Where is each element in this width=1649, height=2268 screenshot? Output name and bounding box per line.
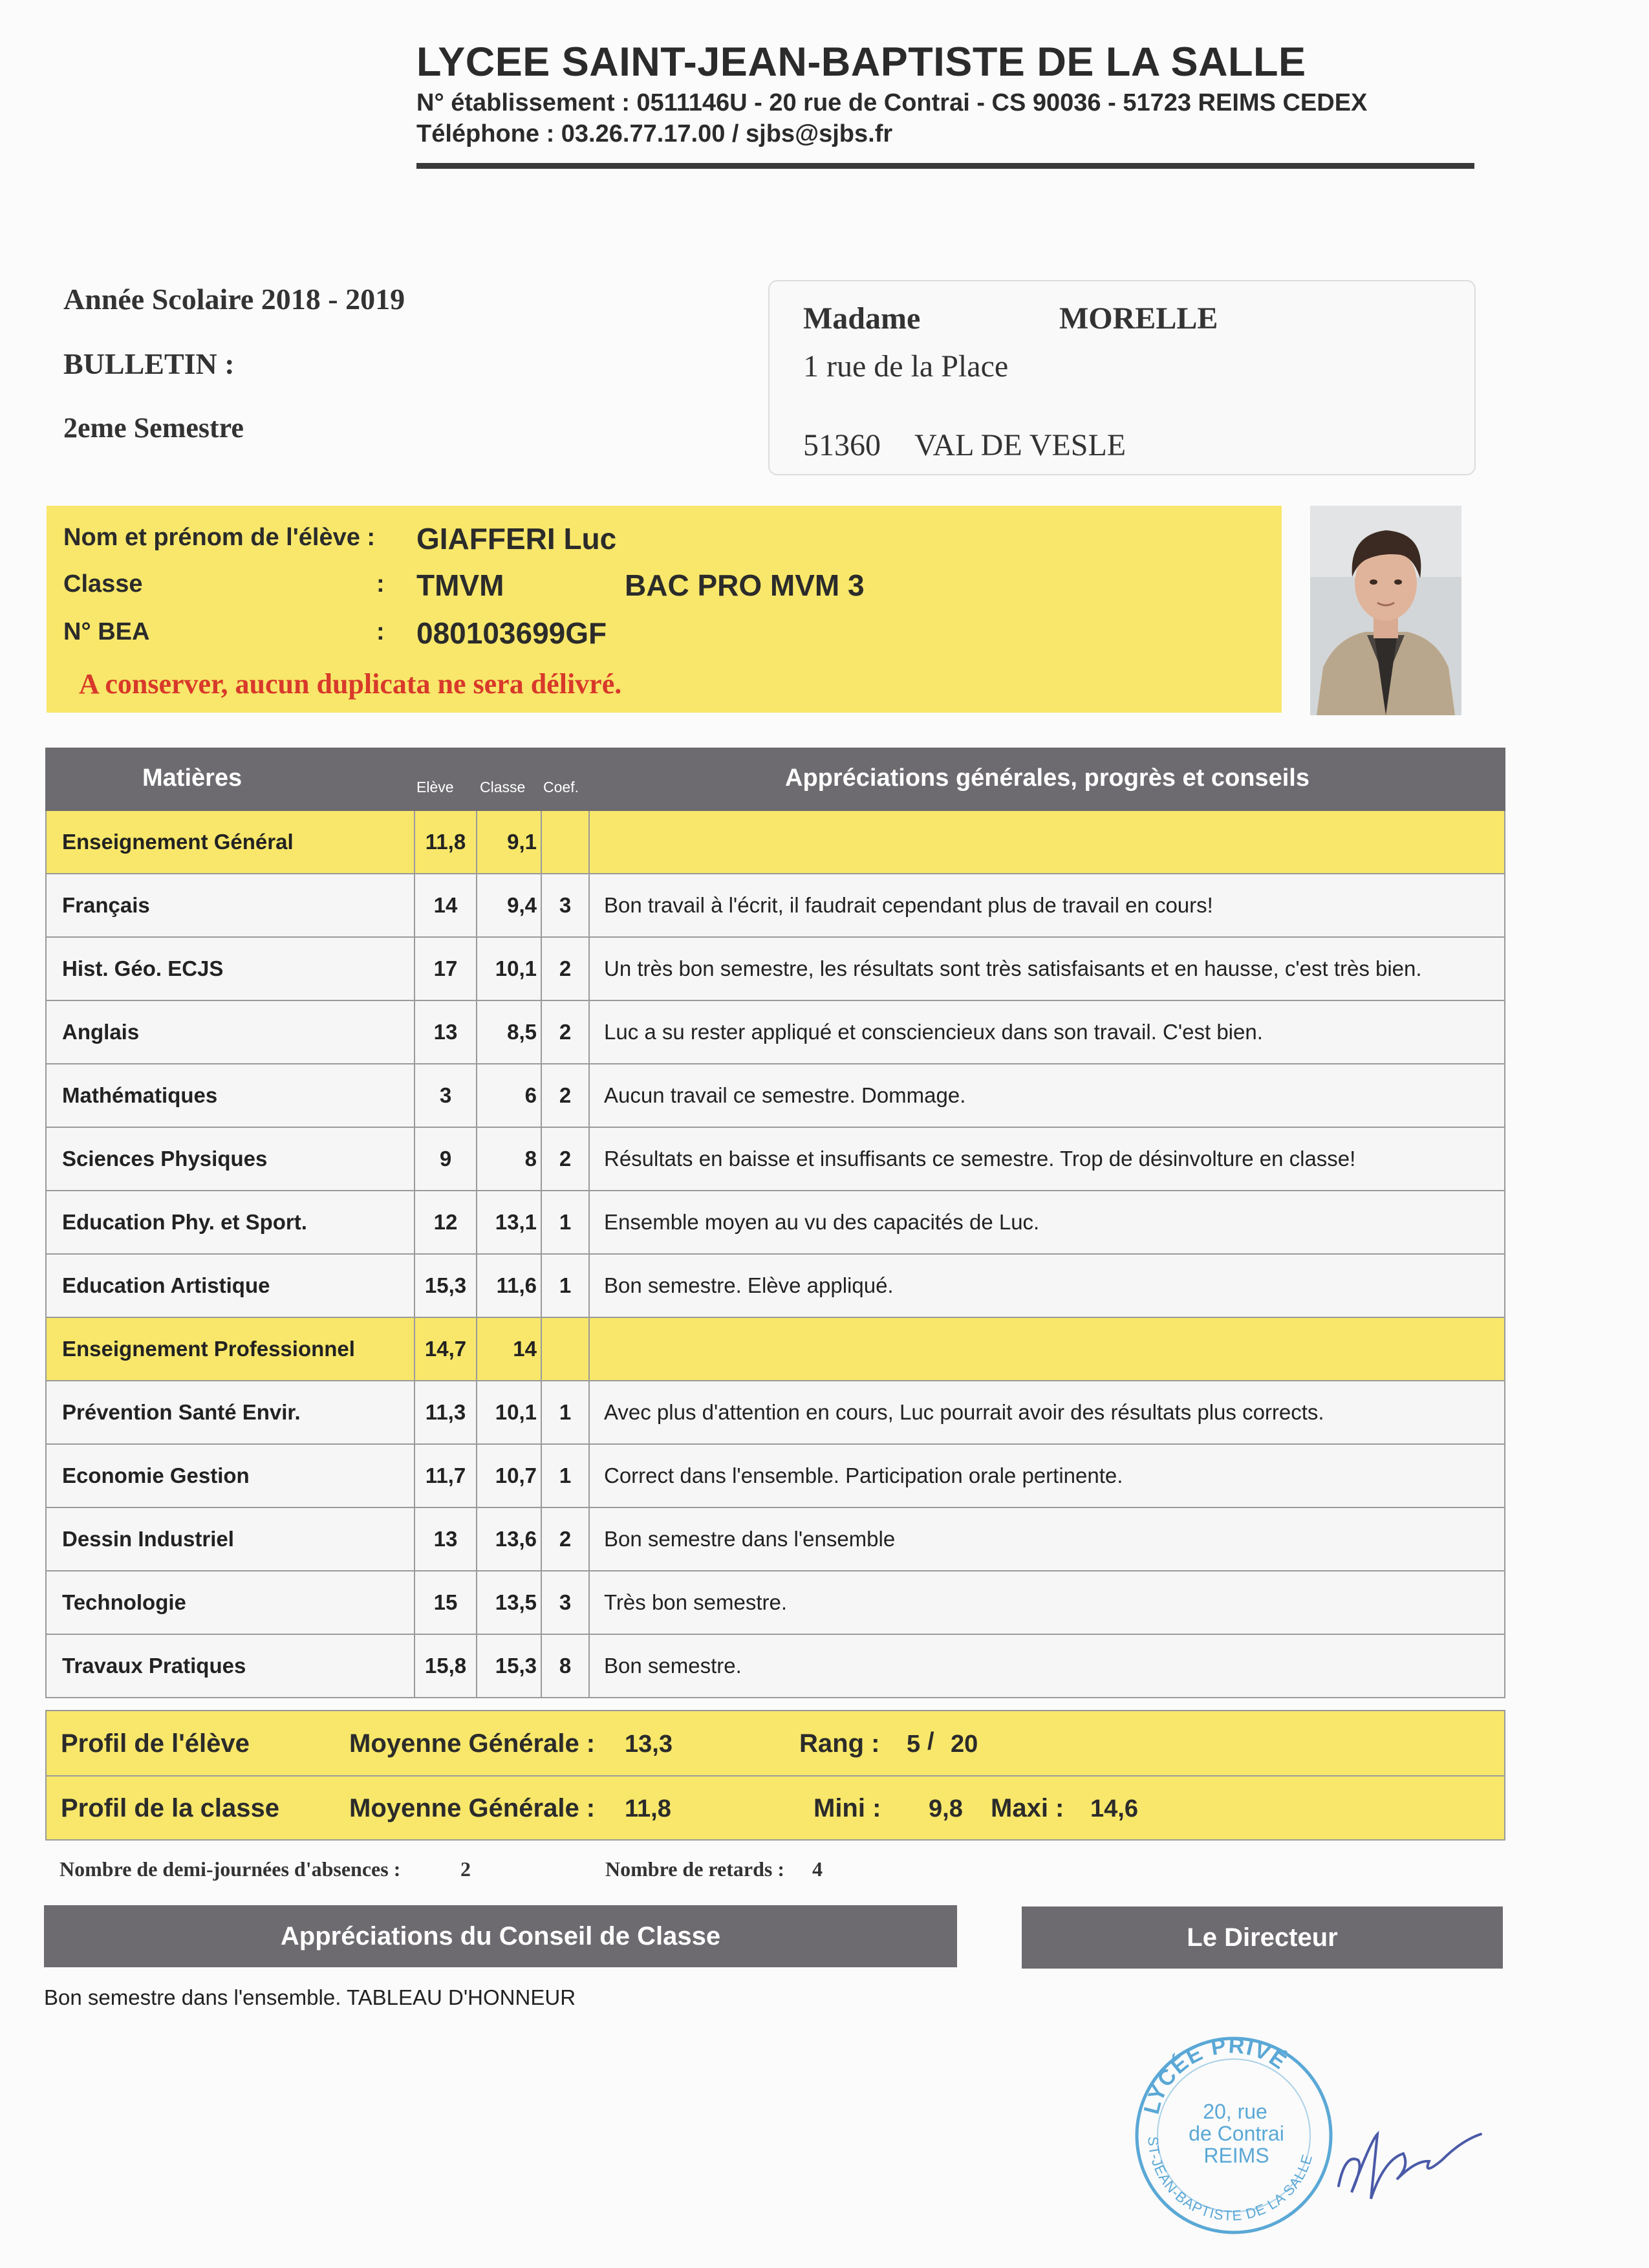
bulletin-label: BULLETIN : (63, 347, 235, 380)
class-grade-cell: 8 (477, 1128, 542, 1190)
subject-cell: Sciences Physiques (47, 1128, 415, 1190)
coefficient-cell: 2 (542, 1064, 590, 1127)
class-colon: : (376, 570, 385, 598)
class-grade-cell: 13,6 (477, 1508, 542, 1570)
class-grade-cell: 10,1 (477, 1381, 542, 1443)
student-grade-cell: 17 (415, 938, 477, 1000)
student-grade-cell: 15,8 (415, 1635, 477, 1697)
appreciation-cell: Bon semestre. (604, 1654, 742, 1678)
recipient-surname: MORELLE (1059, 301, 1218, 336)
student-grade-cell: 12 (415, 1191, 477, 1253)
table-row (45, 1508, 1505, 1571)
student-name: GIAFFERI Luc (416, 522, 617, 556)
subject-cell: Travaux Pratiques (47, 1635, 415, 1697)
school-address: N° établissement : 0511146U - 20 rue de Contrai - CS 90036 - 51723 REIMS CEDEX (416, 89, 1368, 116)
appreciation-cell: Ensemble moyen au vu des capacités de Luc. (604, 1210, 1040, 1234)
stamp-arc-bottom: ST-JEAN-BAPTISTE DE LA SALLE (1145, 2135, 1316, 2224)
school-year: Année Scolaire 2018 - 2019 (63, 283, 405, 316)
absences-value: 2 (460, 1857, 471, 1881)
subject-cell: Français (47, 874, 415, 936)
table-row (45, 1128, 1505, 1191)
recipient-city: VAL DE VESLE (914, 428, 1126, 462)
appreciation-cell: Avec plus d'attention en cours, Luc pourrait avoir des résultats plus corrects. (604, 1400, 1324, 1424)
student-grade-cell: 13 (415, 1508, 477, 1570)
appreciation-cell: Un très bon semestre, les résultats sont très satisfaisants et en hausse, c'est très bien. (604, 956, 1422, 980)
bea-label: N° BEA (63, 618, 150, 645)
table-row (45, 874, 1505, 938)
table-row (45, 938, 1505, 1001)
appreciation-cell: Très bon semestre. (604, 1590, 788, 1614)
coefficient-cell (542, 1318, 590, 1380)
table-row (45, 1191, 1505, 1255)
rank-separator: / (927, 1728, 934, 1755)
coefficient-cell: 3 (542, 1571, 590, 1634)
student-grade-cell: 3 (415, 1064, 477, 1127)
recipient-address-box (768, 280, 1476, 475)
bea-number: 080103699GF (416, 616, 607, 650)
subject-cell: Prévention Santé Envir. (47, 1381, 415, 1443)
class-grade-cell: 9,1 (477, 811, 542, 873)
appreciation-cell (590, 811, 1504, 873)
student-grade-cell: 11,7 (415, 1445, 477, 1507)
class-avg-label: Moyenne Générale : (349, 1794, 596, 1822)
student-info-box (47, 506, 1282, 713)
student-grade-cell: 14,7 (415, 1318, 477, 1380)
class-grade-cell: 13,1 (477, 1191, 542, 1253)
header-divider (416, 163, 1474, 169)
rank-value: 5 (907, 1731, 921, 1758)
class-grade-cell: 15,3 (477, 1635, 542, 1697)
section-row (45, 811, 1505, 874)
subject-cell: Economie Gestion (47, 1445, 415, 1507)
header-appreciation: Appréciations générales, progrès et conseils (785, 764, 1310, 792)
semester: 2eme Semestre (63, 412, 244, 444)
coefficient-cell (542, 811, 590, 873)
school-stamp (1119, 2024, 1352, 2244)
bea-colon: : (376, 618, 385, 645)
student-photo (1310, 506, 1461, 715)
coefficient-cell: 3 (542, 874, 590, 936)
recipient-street: 1 rue de la Place (803, 349, 1009, 383)
school-name: LYCEE SAINT-JEAN-BAPTISTE DE LA SALLE (416, 39, 1306, 85)
appreciation-cell: Bon semestre. Elève appliqué. (604, 1273, 894, 1297)
subject-cell: Education Phy. et Sport. (47, 1191, 415, 1253)
table-row (45, 1381, 1505, 1445)
subject-cell: Enseignement Général (47, 811, 415, 873)
header-coef: Coef. (543, 779, 579, 795)
late-value: 4 (812, 1857, 823, 1881)
student-avg-label: Moyenne Générale : (349, 1729, 596, 1758)
class-code: TMVM (416, 568, 504, 602)
late-label: Nombre de retards : (605, 1857, 784, 1881)
profile-summary (45, 1710, 1505, 1841)
class-avg: 11,8 (625, 1795, 671, 1822)
table-row (45, 1445, 1505, 1508)
absences-label: Nombre de demi-journées d'absences : (59, 1857, 401, 1881)
rank-total: 20 (951, 1731, 978, 1758)
duplicate-warning: A conserver, aucun duplicata ne sera délivré. (79, 668, 622, 700)
council-appreciation: Bon semestre dans l'ensemble. TABLEAU D'HONNEUR (44, 1985, 576, 2009)
table-body (45, 811, 1505, 1698)
appreciation-cell: Correct dans l'ensemble. Participation orale pertinente. (604, 1463, 1123, 1487)
table-row (45, 1255, 1505, 1318)
coefficient-cell: 1 (542, 1445, 590, 1507)
class-grade-cell: 13,5 (477, 1571, 542, 1634)
subject-cell: Technologie (47, 1571, 415, 1634)
appreciation-cell: Bon semestre dans l'ensemble (604, 1527, 896, 1551)
student-profile-label: Profil de l'élève (61, 1729, 250, 1758)
header-eleve: Elève (416, 779, 454, 795)
stamp-line1: 20, rue (1203, 2100, 1267, 2123)
recipient-title: Madame (803, 301, 921, 336)
class-grade-cell: 10,1 (477, 938, 542, 1000)
student-avg: 13,3 (625, 1731, 673, 1758)
appreciation-cell (590, 1318, 1504, 1380)
student-grade-cell: 13 (415, 1001, 477, 1063)
max-label: Maxi : (991, 1794, 1064, 1822)
appreciation-cell: Résultats en baisse et insuffisants ce semestre. Trop de désinvolture en classe! (604, 1147, 1356, 1171)
coefficient-cell: 2 (542, 938, 590, 1000)
table-row (45, 1001, 1505, 1064)
stamp-line2: de Contrai (1189, 2122, 1284, 2145)
director-header: Le Directeur (1022, 1906, 1503, 1969)
class-grade-cell: 6 (477, 1064, 542, 1127)
header-classe: Classe (480, 779, 526, 795)
subject-cell: Anglais (47, 1001, 415, 1063)
council-header: Appréciations du Conseil de Classe (44, 1905, 957, 1967)
class-grade-cell: 11,6 (477, 1255, 542, 1317)
class-grade-cell: 10,7 (477, 1445, 542, 1507)
class-grade-cell: 8,5 (477, 1001, 542, 1063)
appreciation-cell: Aucun travail ce semestre. Dommage. (604, 1083, 966, 1107)
coefficient-cell: 1 (542, 1191, 590, 1253)
header-subject: Matières (142, 764, 242, 792)
subject-cell: Dessin Industriel (47, 1508, 415, 1570)
recipient-postcode: 51360 (803, 428, 881, 462)
class-profile-label: Profil de la classe (61, 1794, 279, 1822)
rank-label: Rang : (799, 1729, 880, 1758)
min-label: Mini : (814, 1794, 881, 1822)
table-header (45, 748, 1505, 811)
student-grade-cell: 14 (415, 874, 477, 936)
coefficient-cell: 2 (542, 1128, 590, 1190)
class-label: Classe (63, 570, 143, 598)
student-grade-cell: 15,3 (415, 1255, 477, 1317)
coefficient-cell: 2 (542, 1001, 590, 1063)
subject-cell: Enseignement Professionnel (47, 1318, 415, 1380)
student-grade-cell: 11,3 (415, 1381, 477, 1443)
table-row (45, 1064, 1505, 1128)
subject-cell: Mathématiques (47, 1064, 415, 1127)
director-signature (1332, 2115, 1487, 2212)
class-grade-cell: 9,4 (477, 874, 542, 936)
profile-divider (47, 1775, 1504, 1777)
school-contact: Téléphone : 03.26.77.17.00 / sjbs@sjbs.fr (416, 120, 893, 147)
student-grade-cell: 11,8 (415, 811, 477, 873)
coefficient-cell: 8 (542, 1635, 590, 1697)
max-value: 14,6 (1090, 1795, 1138, 1822)
student-grade-cell: 9 (415, 1128, 477, 1190)
class-grade-cell: 14 (477, 1318, 542, 1380)
section-row (45, 1318, 1505, 1381)
stamp-arc-top: LYCÉE PRIVÉ (1139, 2033, 1292, 2117)
table-row (45, 1571, 1505, 1635)
subject-cell: Education Artistique (47, 1255, 415, 1317)
stamp-line3: REIMS (1203, 2144, 1269, 2167)
appreciation-cell: Luc a su rester appliqué et consciencieux dans son travail. C'est bien. (604, 1020, 1263, 1044)
table-row (45, 1635, 1505, 1698)
student-name-label: Nom et prénom de l'élève : (63, 524, 376, 551)
min-value: 9,8 (929, 1795, 963, 1822)
coefficient-cell: 1 (542, 1381, 590, 1443)
coefficient-cell: 1 (542, 1255, 590, 1317)
grades-table (45, 748, 1505, 1698)
subject-cell: Hist. Géo. ECJS (47, 938, 415, 1000)
class-program: BAC PRO MVM 3 (625, 568, 865, 602)
appreciation-cell: Bon travail à l'écrit, il faudrait cependant plus de travail en cours! (604, 893, 1213, 917)
student-grade-cell: 15 (415, 1571, 477, 1634)
coefficient-cell: 2 (542, 1508, 590, 1570)
